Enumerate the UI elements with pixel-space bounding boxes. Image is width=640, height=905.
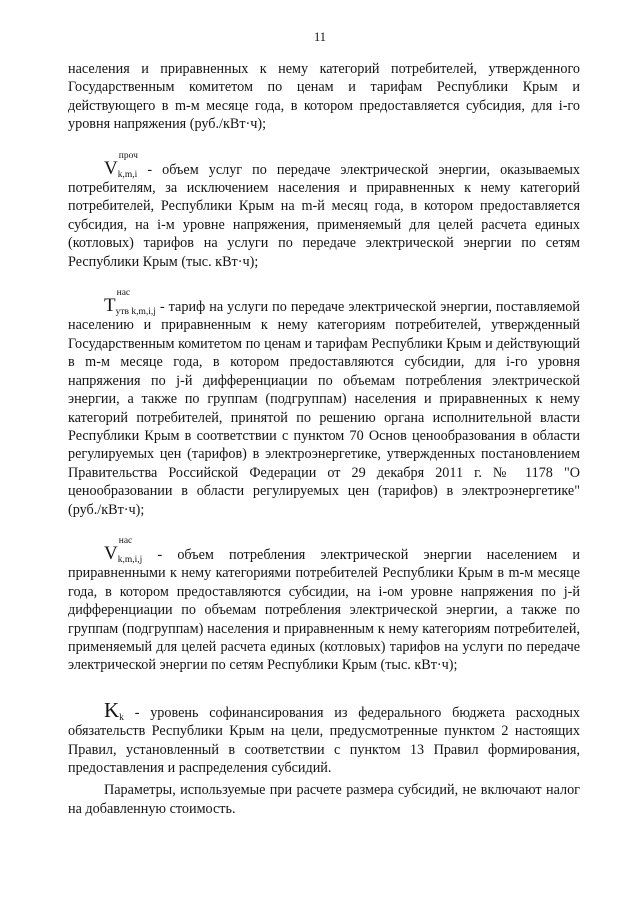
formula-symbol-t-nas <box>104 288 156 318</box>
symbol-letter: V <box>104 542 118 564</box>
definition-text: - объем потребления электрической энергии населением и приравненными к нему категориями потребителей Республики Крым в m-м месяце года, в котором предоставляются субсидии, на i-ом уровне напряжения по j-й дифференциации по объемам потребления электрической энергии, а также по группам (подгруппам) населения и приравненным к нему категориям потребителей, применяемый для целей расчета единых (котловых) тарифов на услуги по передаче электрической энергии по сетям Республики Крым (тыс. кВт·ч); <box>68 546 580 674</box>
definition-text: - уровень софинансирования из федерального бюджета расходных обязательств Республики Крым на цели, предусмотренные пунктом 2 настоящих Правил, установленный в соответствии с пунктом 13 Правил формирования, предоставления и распределения субсидий. <box>68 704 580 776</box>
symbol-superscript: нас <box>118 535 133 546</box>
symbol-subscript: утв k,m,i,j <box>115 307 156 318</box>
symbol-superscript: проч <box>118 150 138 161</box>
symbol-letter: T <box>104 295 116 317</box>
symbol-letter: K <box>104 697 120 722</box>
intro-paragraph: населения и приравненных к нему категорий потребителей, утвержденного Государственным комитетом по ценам и тарифам Республики Крым и действующего в m-м месяце года, в котором предоставляется субсидия, для i-го уровня напряжения (руб./кВт·ч); <box>68 61 580 133</box>
page-number: 11 <box>313 30 327 44</box>
symbol-subscript: k,m,i <box>117 169 138 180</box>
formula-symbol-v-proch <box>104 150 138 180</box>
definition-v-proch <box>68 150 580 271</box>
symbol-superscript: нас <box>116 288 131 299</box>
formula-symbol-k <box>104 697 124 723</box>
closing-paragraph: Параметры, используемые при расчете размера субсидий, не включают налог на добавленную стоимость. <box>68 782 580 817</box>
formula-symbol-v-nas <box>104 535 143 565</box>
symbol-subscript: k <box>119 712 124 723</box>
definition-k <box>68 697 580 778</box>
symbol-subscript: k,m,i,j <box>117 554 143 565</box>
definition-v-nas <box>68 535 580 675</box>
definition-text: - тариф на услуги по передаче электрической энергии, поставляемой населению и приравненным к нему категориям потребителей, утвержденный Государственным комитетом по ценам и тарифам Республики Крым и действующий в m-м месяце года, в котором предоставляются субсидии, для i-го уровня напряжения по j-й дифференциации по объемам потребления электрической энергии, а также по группам (подгруппам) населения и приравненных к нему категорий потребителей, принятой по решению органа исполнительной власти Республики Крым в соответствии с пунктом 70 Основ ценообразования в области регулируемых цен (тарифов) в электроэнергетике, утвержденных постановлением Правительства Российской Федерации от 29 декабря 2011 г. № 1178 "О ценообразовании в области регулируемых цен (тарифов) в электроэнергетике" (руб./кВт·ч); <box>68 299 580 518</box>
document-body <box>68 60 580 818</box>
symbol-letter: V <box>104 157 118 179</box>
definition-t-nas <box>68 288 580 519</box>
definition-text: - объем услуг по передаче электрической энергии, оказываемых потребителям, за исключением населения и приравненных к нему категорий потребителей, Республики Крым на m-й месяц года, в котором предоставляется субсидия, на i-м уровне напряжения, применяемый для целей расчета единых (котловых) тарифов на услуги по передаче электрической энергии по сетям Республики Крым (тыс. кВт·ч); <box>68 161 580 270</box>
